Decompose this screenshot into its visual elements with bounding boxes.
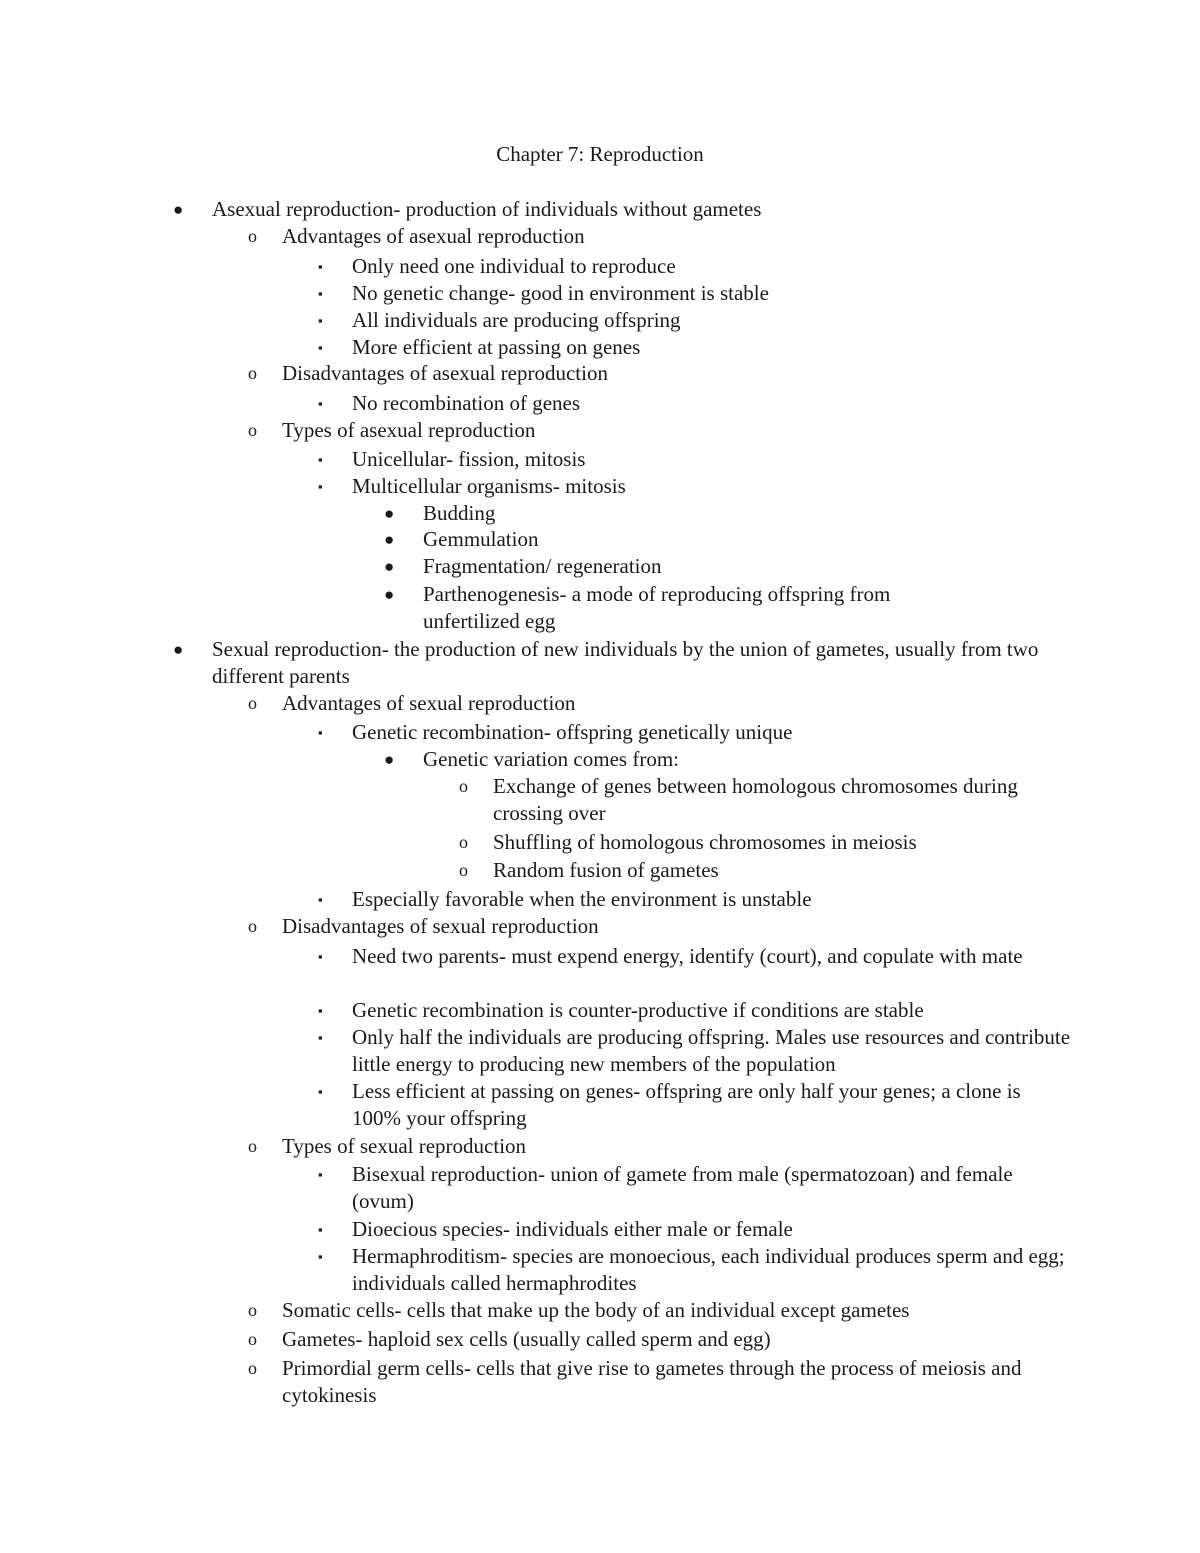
bullet-square-icon: ▪ <box>318 1167 323 1182</box>
list-item <box>318 473 1072 500</box>
bullet-circle-icon: o <box>248 693 257 713</box>
list-item-text: Genetic recombination- offspring genetically unique <box>352 720 793 744</box>
list-item-text: Only need one individual to reproduce <box>352 254 676 278</box>
list-item-text: Gametes- haploid sex cells (usually called sperm and egg) <box>282 1327 771 1351</box>
list-item-text: Shuffling of homologous chromosomes in meiosis <box>493 830 917 854</box>
list-item-text: All individuals are producing offspring <box>352 308 681 332</box>
list-item <box>248 360 1072 387</box>
list-item-text: Bisexual reproduction- union of gamete from male (spermatozoan) and female (ovum) <box>352 1162 1013 1214</box>
bullet-square-icon: ▪ <box>318 259 323 274</box>
bullet-circle-icon: o <box>248 363 257 383</box>
list-item-text: Only half the individuals are producing offspring. Males use resources and contribute little energy to producing new members of the population <box>352 1025 1071 1077</box>
list-item-text: Fragmentation/ regeneration <box>423 554 662 578</box>
list-item <box>248 1297 1072 1324</box>
list-item <box>318 886 1072 913</box>
list-item-text: Genetic recombination is counter-productive if conditions are stable <box>352 998 924 1022</box>
bullet-circle-icon: o <box>459 860 468 880</box>
list-item <box>248 417 1072 444</box>
list-item <box>318 334 1072 361</box>
bullet-square-icon: ▪ <box>318 1249 323 1264</box>
bullet-disc-icon: ● <box>173 640 184 659</box>
bullet-square-icon: ▪ <box>318 1084 323 1099</box>
list-item <box>248 1355 1022 1410</box>
list-item <box>384 553 1073 580</box>
list-item-text: Advantages of asexual reproduction <box>282 224 585 248</box>
list-item <box>318 390 1072 417</box>
bullet-square-icon: ▪ <box>318 286 323 301</box>
list-item <box>318 1243 1072 1298</box>
list-item <box>384 746 1073 773</box>
list-item-text: Disadvantages of sexual reproduction <box>282 914 599 938</box>
list-item-text: Less efficient at passing on genes- offspring are only half your genes; a clone is 100% your offspring <box>352 1079 1021 1131</box>
list-item-text: Hermaphroditism- species are monoecious, each individual produces sperm and egg; individuals called hermaphrodites <box>352 1244 1065 1296</box>
list-item <box>318 1078 1072 1133</box>
bullet-square-icon: ▪ <box>318 1222 323 1237</box>
list-item <box>384 526 1073 553</box>
list-item <box>318 997 1072 1024</box>
list-item-text: No genetic change- good in environment is stable <box>352 281 769 305</box>
list-item-text: Somatic cells- cells that make up the body of an individual except gametes <box>282 1298 910 1322</box>
bullet-square-icon: ▪ <box>318 452 323 467</box>
list-item <box>248 223 1072 250</box>
list-item-text: No recombination of genes <box>352 391 581 415</box>
list-item <box>459 857 1053 884</box>
list-item-text: Budding <box>423 501 496 525</box>
list-item <box>318 1161 1072 1216</box>
list-item-text: Gemmulation <box>423 527 539 551</box>
list-item-text: Especially favorable when the environment is unstable <box>352 887 812 911</box>
list-item <box>173 636 1062 691</box>
bullet-square-icon: ▪ <box>318 340 323 355</box>
bullet-disc-icon: ● <box>384 585 395 604</box>
list-item-text: Random fusion of gametes <box>493 858 719 882</box>
list-item <box>248 1133 1072 1160</box>
list-item-text: Types of sexual reproduction <box>282 1134 527 1158</box>
bullet-circle-icon: o <box>248 226 257 246</box>
bullet-disc-icon: ● <box>384 530 395 549</box>
bullet-disc-icon: ● <box>384 750 395 769</box>
list-item-text: Exchange of genes between homologous chromosomes during crossing over <box>493 774 1018 826</box>
list-item-text: Primordial germ cells- cells that give rise to gametes through the process of meiosis and cytokinesis <box>282 1356 1022 1408</box>
bullet-square-icon: ▪ <box>318 1003 323 1018</box>
bullet-circle-icon: o <box>248 916 257 936</box>
list-item <box>384 581 983 636</box>
list-item <box>318 1024 1072 1079</box>
bullet-square-icon: ▪ <box>318 725 323 740</box>
bullet-circle-icon: o <box>248 1300 257 1320</box>
list-item <box>459 829 1053 856</box>
list-item <box>459 773 1033 828</box>
bullet-circle-icon: o <box>248 1136 257 1156</box>
list-item-text: Dioecious species- individuals either male or female <box>352 1217 793 1241</box>
list-item <box>318 280 1072 307</box>
list-item <box>248 1326 1072 1353</box>
bullet-disc-icon: ● <box>173 200 184 219</box>
list-item <box>384 500 1073 527</box>
list-item <box>248 913 1072 940</box>
bullet-circle-icon: o <box>459 832 468 852</box>
list-item-text: Types of asexual reproduction <box>282 418 536 442</box>
list-item <box>173 196 1072 223</box>
list-item-text: Advantages of sexual reproduction <box>282 691 576 715</box>
list-item <box>318 307 1072 334</box>
list-item-text: Sexual reproduction- the production of new individuals by the union of gametes, usually from two different parents <box>212 637 1039 689</box>
list-item-text: Need two parents- must expend energy, identify (court), and copulate with mate <box>352 944 1023 968</box>
list-item <box>318 446 1072 473</box>
bullet-square-icon: ▪ <box>318 949 323 964</box>
list-item-text: Genetic variation comes from: <box>423 747 679 771</box>
list-item <box>318 253 1072 280</box>
bullet-square-icon: ▪ <box>318 479 323 494</box>
list-item-text: More efficient at passing on genes <box>352 335 641 359</box>
list-item-text: Multicellular organisms- mitosis <box>352 474 626 498</box>
list-item <box>248 690 1072 717</box>
bullet-disc-icon: ● <box>384 557 395 576</box>
bullet-circle-icon: o <box>248 420 257 440</box>
bullet-circle-icon: o <box>248 1329 257 1349</box>
bullet-square-icon: ▪ <box>318 313 323 328</box>
bullet-circle-icon: o <box>248 1358 257 1378</box>
list-item-text: Asexual reproduction- production of individuals without gametes <box>212 197 762 221</box>
bullet-square-icon: ▪ <box>318 396 323 411</box>
list-item-text: Parthenogenesis- a mode of reproducing offspring from unfertilized egg <box>423 582 891 634</box>
bullet-circle-icon: o <box>459 776 468 796</box>
list-item <box>318 943 1072 970</box>
list-item <box>318 1216 1072 1243</box>
bullet-square-icon: ▪ <box>318 892 323 907</box>
page-title: Chapter 7: Reproduction <box>496 142 704 166</box>
list-item-text: Unicellular- fission, mitosis <box>352 447 586 471</box>
list-item-text: Disadvantages of asexual reproduction <box>282 361 608 385</box>
bullet-square-icon: ▪ <box>318 1030 323 1045</box>
list-item <box>318 719 1072 746</box>
bullet-disc-icon: ● <box>384 504 395 523</box>
